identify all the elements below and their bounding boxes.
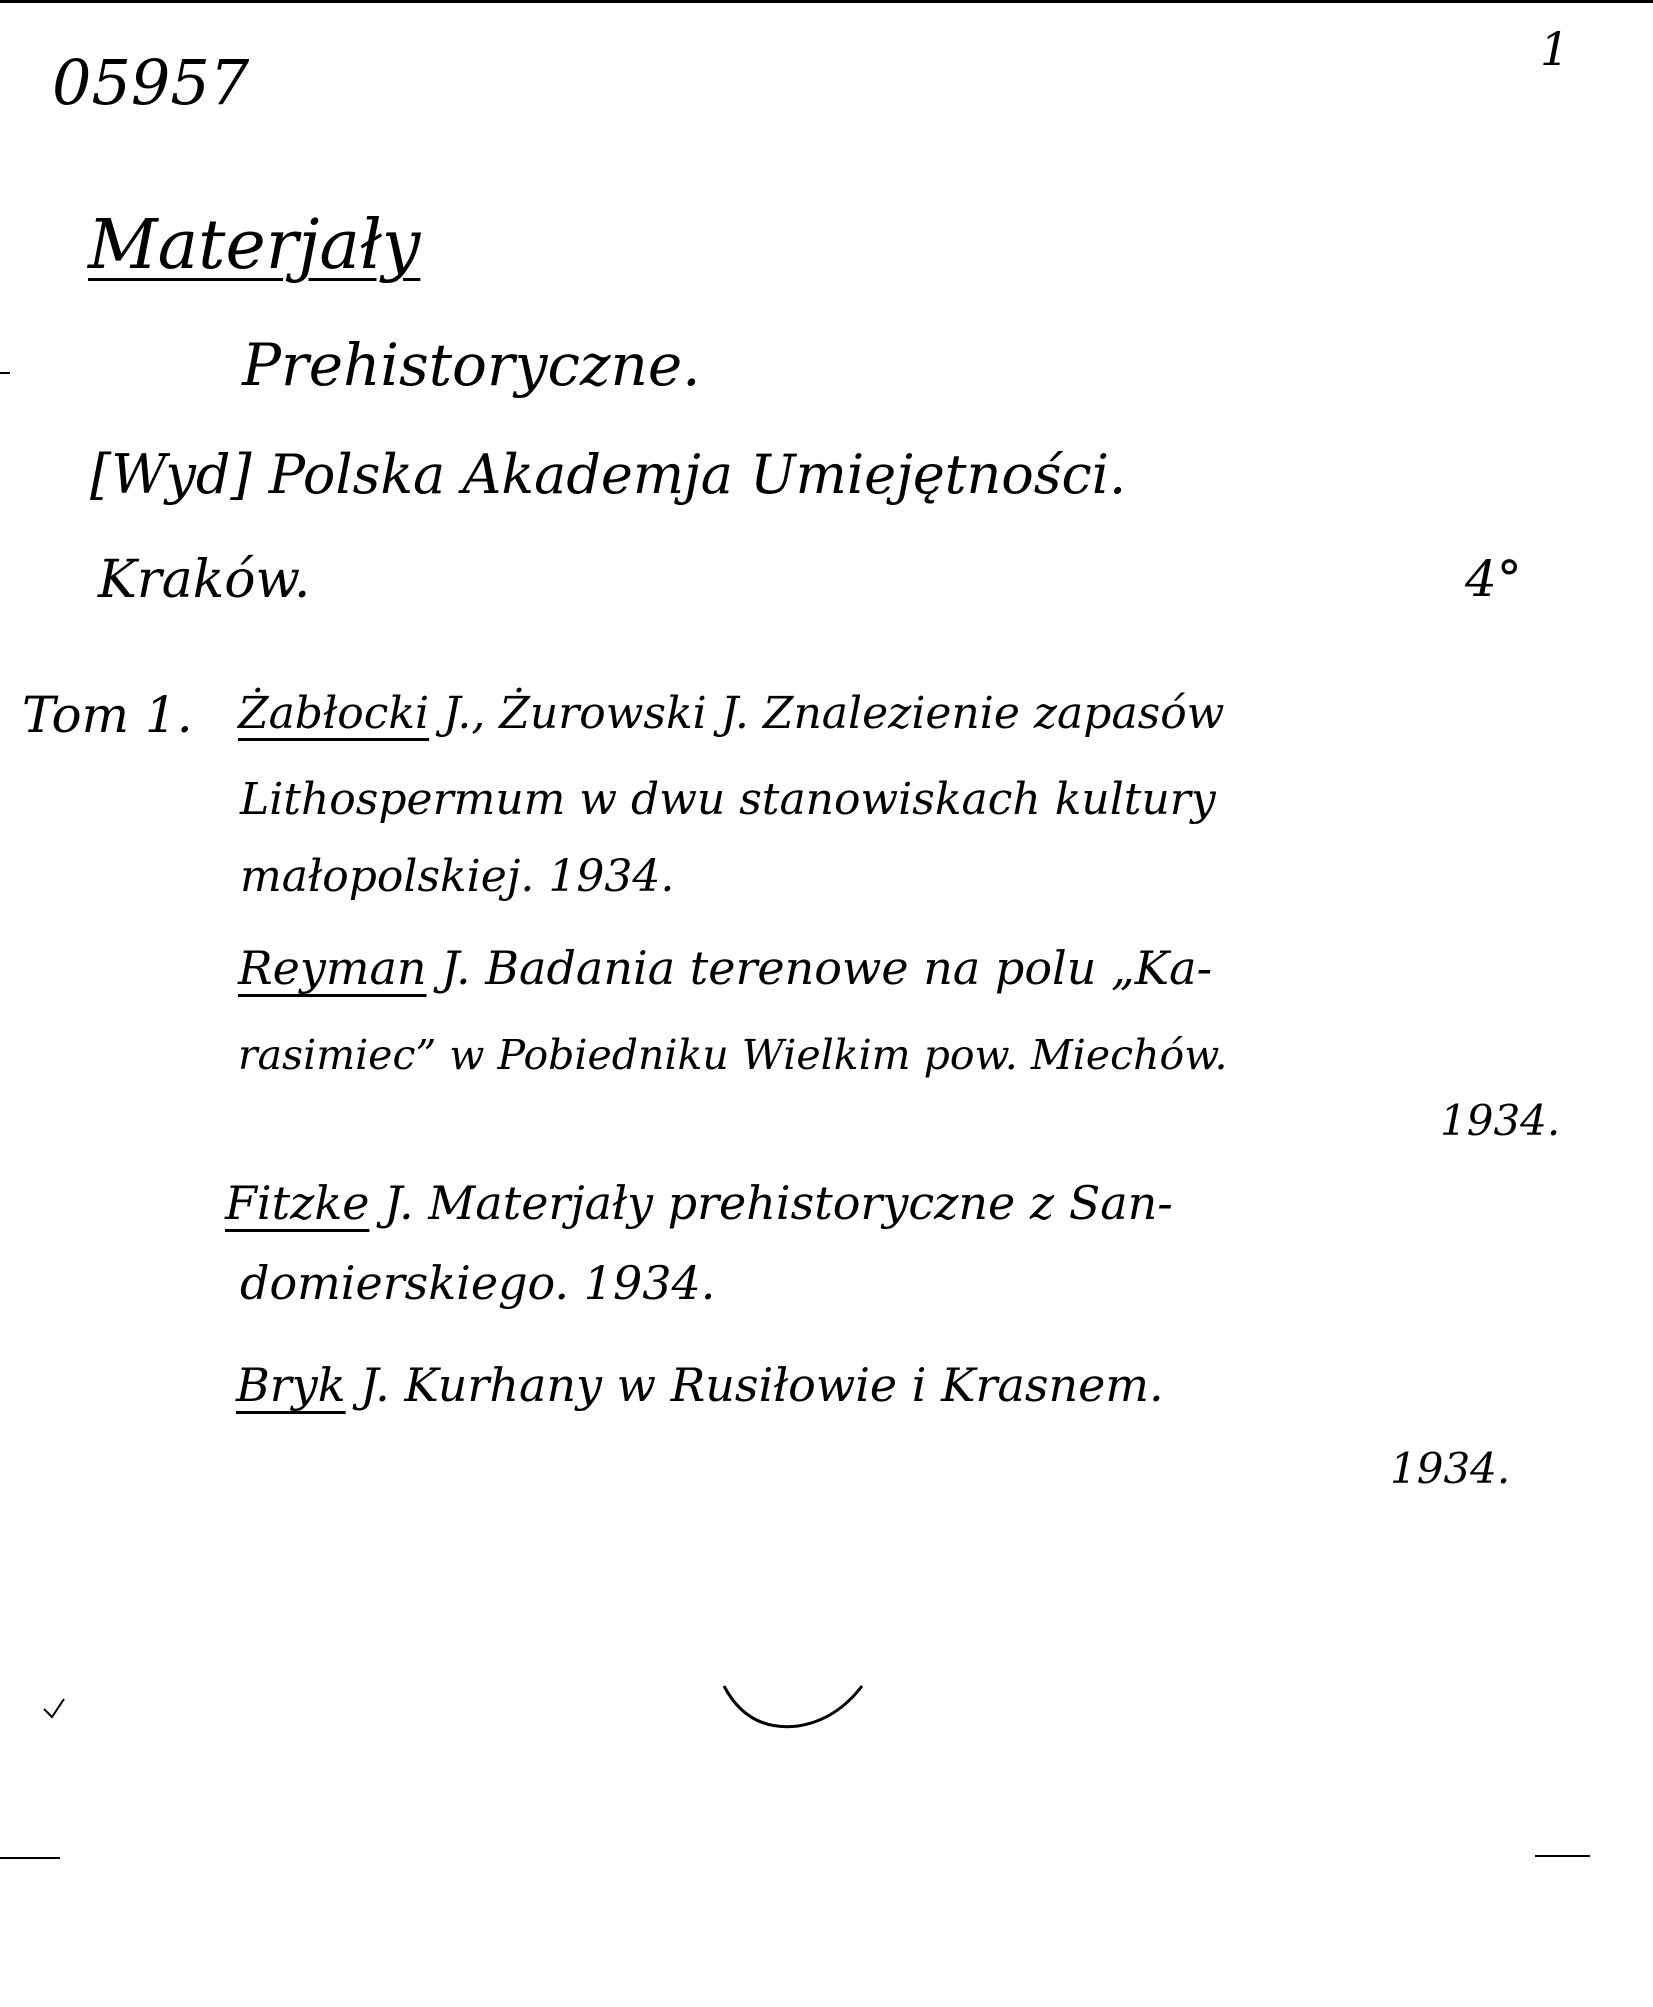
entry-1-line-2: Lithospermum w dwu stanowiskach kultury xyxy=(240,774,1216,825)
top-border-line xyxy=(0,0,1653,3)
entry-4-line-1 xyxy=(236,1358,1164,1412)
entry-3-line-1 xyxy=(225,1176,1173,1230)
place-of-publication: Kraków. xyxy=(98,550,311,610)
entry-4-year: 1934. xyxy=(1390,1444,1511,1493)
card-subtitle: Prehistoryczne. xyxy=(242,331,701,399)
entry-1-text-1: J., Żurowski J. Znalezienie zapasów xyxy=(443,688,1225,739)
publisher-line: [Wyd] Polska Akademja Umiejętności. xyxy=(90,443,1127,506)
catalog-number: 05957 xyxy=(52,46,250,119)
entry-2-author: Reyman xyxy=(238,941,427,995)
entry-2-line-1 xyxy=(238,941,1213,995)
card-title: Materjały xyxy=(88,206,421,285)
entry-3-author: Fitzke xyxy=(225,1176,370,1230)
tick-mark-icon xyxy=(40,1695,70,1725)
entry-4-text-1: J. Kurhany w Rusiłowie i Krasnem. xyxy=(360,1358,1164,1412)
entry-1-author: Żabłocki xyxy=(238,688,430,739)
entry-1-line-3: małopolskiej. 1934. xyxy=(240,851,675,902)
entry-4-author: Bryk xyxy=(236,1358,346,1412)
format-label: 4° xyxy=(1465,550,1522,608)
entry-2-year: 1934. xyxy=(1440,1096,1561,1145)
entry-3-text-1: J. Materjały prehistoryczne z San- xyxy=(384,1176,1173,1230)
left-edge-mark-bottom xyxy=(0,1857,60,1859)
entry-3-line-2: domierskiego. 1934. xyxy=(240,1256,716,1310)
entry-2-text-1: J. Badania terenowe na polu „Ka- xyxy=(441,941,1213,995)
entry-2-line-2: rasimiec” w Pobiedniku Wielkim pow. Miechów. xyxy=(238,1031,1228,1079)
left-edge-mark-top xyxy=(0,372,10,374)
volume-label: Tom 1. xyxy=(22,686,193,744)
arc-mark-icon xyxy=(718,1680,868,1740)
page-number: 1 xyxy=(1540,22,1570,76)
entry-1-line-1 xyxy=(238,688,1225,739)
right-edge-mark-bottom xyxy=(1535,1855,1590,1857)
